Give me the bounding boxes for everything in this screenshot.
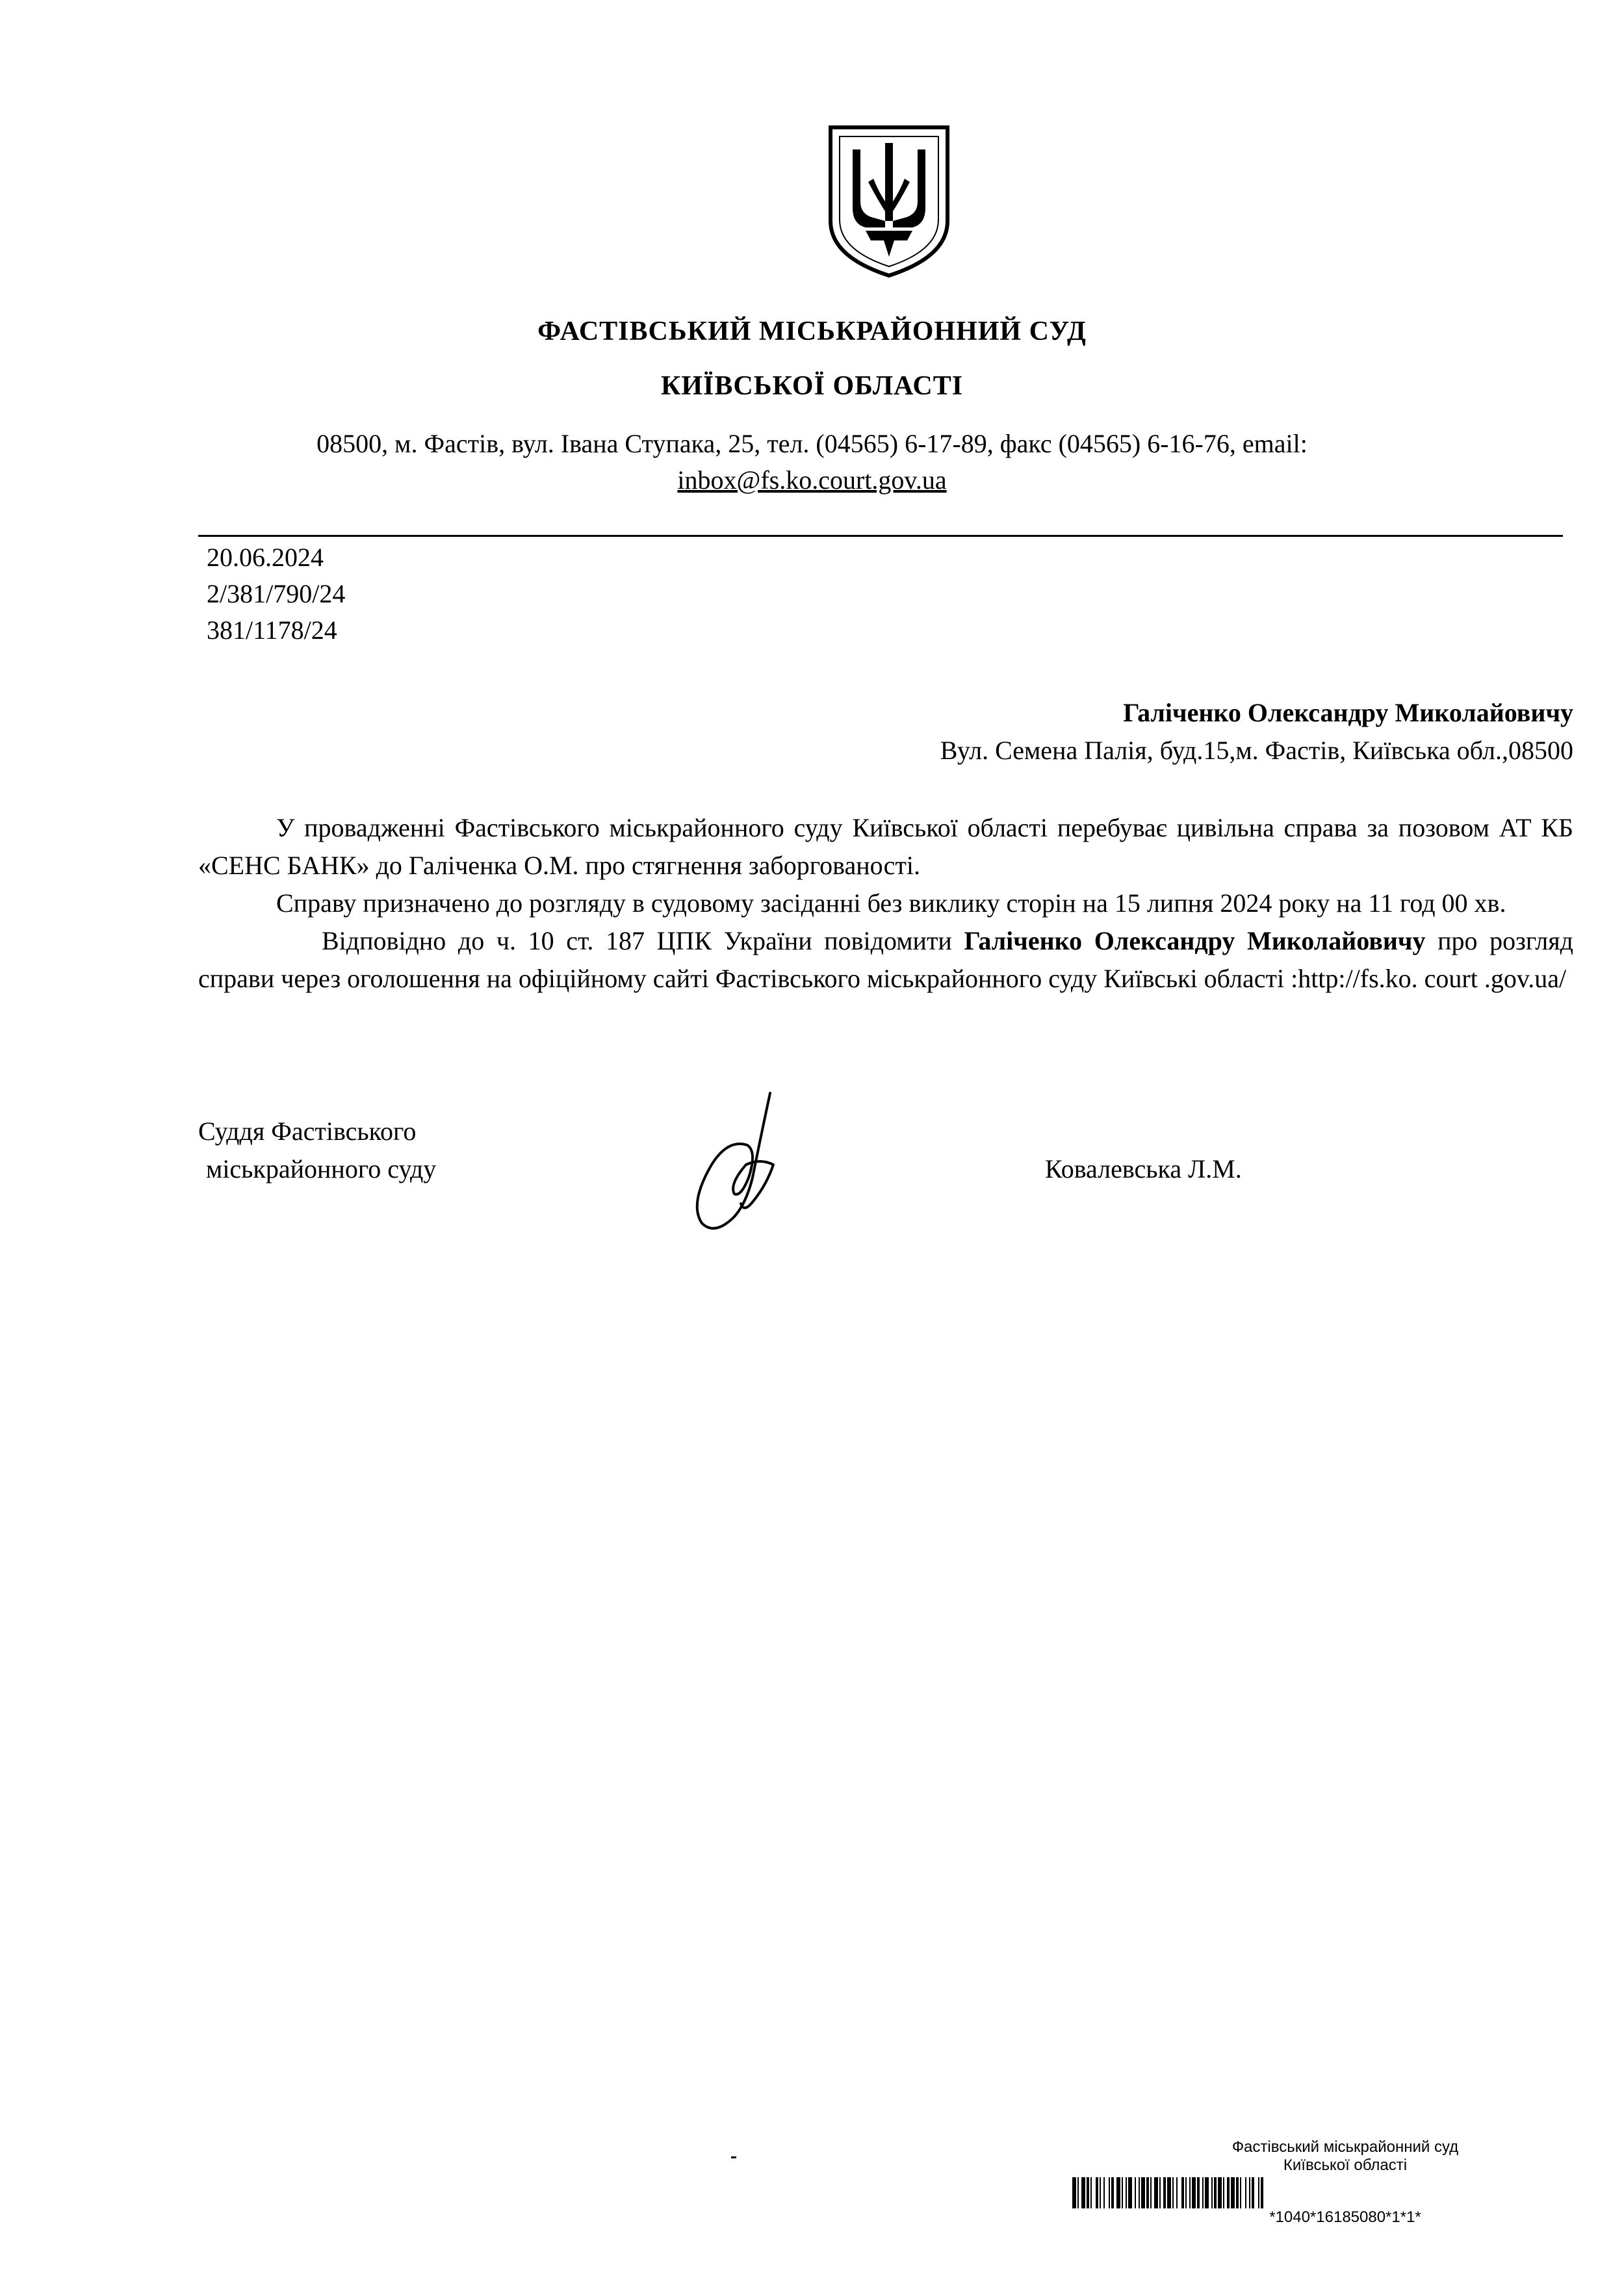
court-name-line2: КИЇВСЬКОЇ ОБЛАСТІ	[660, 371, 964, 401]
address-line: 08500, м. Фастів, вул. Івана Ступака, 25, тел. (04565) 6-17-89, факс (04565) 6-16-76, email:	[316, 429, 1308, 458]
email-link[interactable]: inbox@fs.ko.court.gov.ua	[677, 465, 947, 495]
recipient-address: Вул. Семена Палія, буд.15,м. Фастів, Київська обл.,08500	[940, 736, 1573, 765]
body-paragraph-2: Справу призначено до розгляду в судовому засіданні без виклику сторін на 15 липня 2024 року на 11 год 00 хв.	[276, 888, 1506, 918]
coat-of-arms	[827, 123, 951, 279]
header-divider	[198, 535, 1563, 537]
case-number: 2/381/790/24	[207, 579, 346, 608]
trident-coat-of-arms-icon	[827, 123, 951, 279]
stamp-line2: Київської області	[1283, 2156, 1408, 2174]
judge-title-line1: Суддя Фастівського	[198, 1117, 417, 1146]
judge-title	[198, 1113, 436, 1188]
letter-body	[198, 809, 1573, 998]
stamp-line1: Фастівський міськрайонний суд	[1231, 2138, 1459, 2156]
barcode-text: *1040*16185080*1*1*	[1269, 2208, 1421, 2226]
notice-text-end: про розгляд справи через оголошення на офіційному сайті Фастівського міськрайонного суду Київські області :http://fs.ko. court .gov.ua/	[198, 926, 1573, 993]
recipient-block	[534, 694, 1573, 769]
handwritten-signature	[676, 1087, 793, 1243]
letter-date: 20.06.2024	[207, 543, 324, 572]
court-name-line1: ФАСТІВСЬКИЙ МІСЬКРАЙОННИЙ СУД	[537, 317, 1087, 346]
notice-text-start: Відповідно до ч. 10 ст. 187 ЦПК України повідомити	[322, 926, 964, 955]
court-address	[0, 426, 1624, 498]
body-paragraph-3	[198, 922, 1573, 998]
reference-block	[207, 539, 345, 649]
judge-title-line2: міськрайонного суду	[206, 1154, 437, 1183]
judge-name: Ковалевська Л.М.	[1045, 1154, 1242, 1183]
body-paragraph-1: У провадженні Фастівського міськрайонного суду Київської області перебуває цивільна справа за позовом АТ КБ «СЕНС БАНК» до Галіченка О.М. про стягнення заборгованості.	[198, 813, 1573, 880]
scan-speck	[731, 2156, 736, 2158]
recipient-name: Галіченко Олександру Миколайовичу	[1123, 698, 1573, 727]
barcode-bar	[1263, 2177, 1265, 2208]
barcode	[1072, 2177, 1566, 2208]
registry-stamp	[1072, 2138, 1566, 2227]
outgoing-number: 381/1178/24	[207, 615, 337, 645]
notice-addressee: Галіченко Олександру Миколайовичу	[964, 926, 1426, 955]
